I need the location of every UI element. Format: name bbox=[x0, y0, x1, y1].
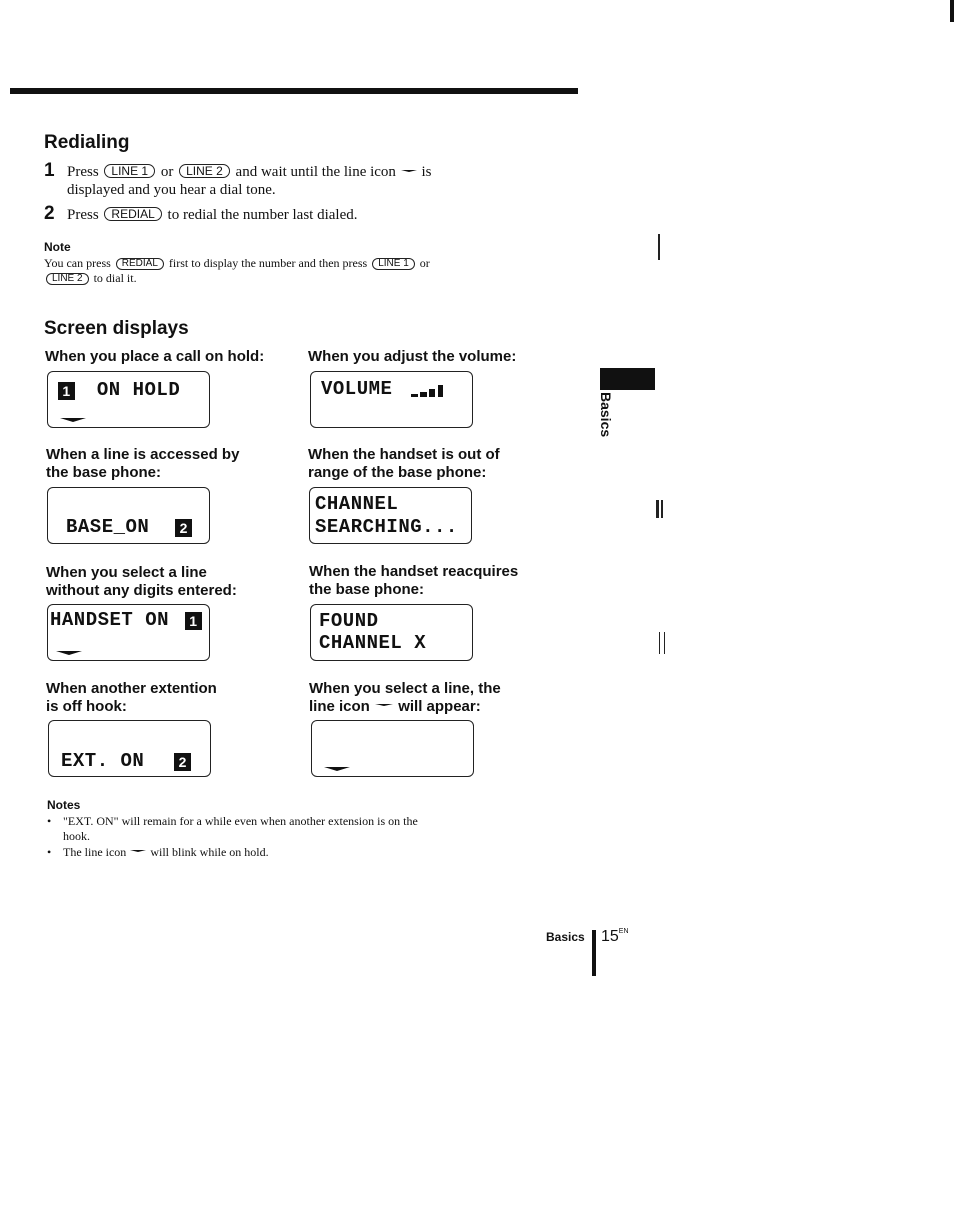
step-1-line2: displayed and you hear a dial tone. bbox=[67, 182, 276, 198]
screen-displays-heading: Screen displays bbox=[44, 318, 189, 339]
step-2-post: to redial the number last dialed. bbox=[167, 207, 358, 223]
caption-channel-l2: range of the base phone: bbox=[308, 464, 487, 481]
lcd-found-l1: FOUND bbox=[319, 610, 379, 632]
step-2-number: 2 bbox=[44, 203, 55, 224]
caption-on-hold: When you place a call on hold: bbox=[45, 348, 265, 365]
caption-volume: When you adjust the volume: bbox=[308, 348, 517, 365]
notes-list bbox=[47, 814, 487, 860]
lcd-base-on-label: BASE_ON bbox=[66, 516, 150, 538]
line-icon bbox=[324, 765, 350, 773]
line2-key: LINE 2 bbox=[179, 164, 230, 178]
lcd-found-channel bbox=[310, 604, 473, 661]
note-mid: first to display the number and then press bbox=[168, 256, 368, 270]
page-number-value: 15 bbox=[601, 928, 619, 945]
caption-found-l1: When the handset reacquires bbox=[309, 563, 519, 580]
note-text bbox=[44, 256, 430, 271]
footer-bar bbox=[592, 930, 596, 976]
note-item-1 bbox=[47, 814, 487, 844]
notes-heading: Notes bbox=[47, 798, 81, 812]
lcd-handset-label: HANDSET ON bbox=[50, 609, 170, 631]
line-icon bbox=[400, 166, 418, 174]
note-1-l1: • "EXT. ON" will remain for a while even when another extension is on the bbox=[63, 814, 418, 828]
footer-section: Basics bbox=[546, 930, 585, 944]
edge-mark bbox=[661, 500, 663, 518]
edge-mark bbox=[659, 632, 660, 654]
caption-base-on bbox=[46, 446, 239, 482]
caption-base-on-l2: the base phone: bbox=[46, 464, 162, 481]
lcd-line-icon bbox=[311, 720, 474, 777]
caption-line-icon-l1: When you select a line, the bbox=[309, 680, 501, 697]
caption-line-icon-l2 bbox=[309, 698, 501, 716]
note-1-l2: hook. bbox=[63, 829, 90, 843]
lcd-channel-l2: SEARCHING... bbox=[315, 516, 458, 538]
note-heading: Note bbox=[44, 240, 71, 254]
note-item-2 bbox=[47, 845, 487, 860]
lcd-base-on bbox=[47, 487, 210, 544]
step-1-mid: or bbox=[160, 164, 174, 180]
edge-mark bbox=[656, 500, 659, 518]
page-number bbox=[601, 928, 629, 946]
edge-mark bbox=[664, 632, 665, 654]
lcd-ext-text bbox=[61, 750, 191, 772]
note-2-post: will blink while on hold. bbox=[150, 845, 269, 859]
note-text-line2 bbox=[44, 271, 137, 286]
caption-handset-l1: When you select a line bbox=[46, 564, 207, 581]
section-tab-label bbox=[594, 392, 620, 452]
section-tab-text: Basics bbox=[598, 392, 614, 438]
section-rule bbox=[10, 88, 578, 94]
volume-level-icon bbox=[411, 382, 447, 398]
lcd-ext-on bbox=[48, 720, 211, 777]
step-2-pre: Press bbox=[67, 207, 99, 223]
step-1-pre: Press bbox=[67, 164, 99, 180]
lcd-channel-l1: CHANNEL bbox=[315, 493, 399, 515]
lcd-on-hold-text bbox=[58, 379, 180, 401]
note-pre: You can press bbox=[44, 256, 111, 270]
line-1-badge: 1 bbox=[58, 382, 75, 400]
corner-mark bbox=[950, 0, 954, 22]
caption-channel-searching bbox=[308, 446, 500, 482]
lcd-on-hold bbox=[47, 371, 210, 428]
caption-line-icon-post: will appear: bbox=[398, 698, 481, 715]
lcd-volume-text: VOLUME bbox=[321, 378, 393, 400]
step-2-text bbox=[67, 206, 357, 224]
line-2-badge: 2 bbox=[174, 753, 191, 771]
redialing-heading: Redialing bbox=[44, 132, 130, 153]
caption-channel-l1: When the handset is out of bbox=[308, 446, 500, 463]
redial-key: REDIAL bbox=[104, 207, 161, 221]
caption-ext-l1: When another extention bbox=[46, 680, 217, 697]
section-tab-marker bbox=[600, 368, 655, 390]
lcd-found-l2: CHANNEL X bbox=[319, 632, 427, 654]
caption-line-icon bbox=[309, 680, 501, 716]
lcd-base-on-text bbox=[66, 516, 192, 538]
lcd-ext-label: EXT. ON bbox=[61, 750, 145, 772]
caption-handset-on bbox=[46, 564, 237, 600]
lcd-handset-text bbox=[50, 609, 202, 631]
note-line1-key: LINE 1 bbox=[372, 258, 415, 270]
lcd-handset-on bbox=[47, 604, 210, 661]
step-1-post2: is bbox=[421, 164, 432, 180]
caption-handset-l2: without any digits entered: bbox=[46, 582, 237, 599]
lcd-volume bbox=[310, 371, 473, 428]
note-line2-key: LINE 2 bbox=[46, 273, 89, 285]
lcd-on-hold-label: ON HOLD bbox=[96, 379, 181, 401]
note-redial-key: REDIAL bbox=[116, 258, 164, 270]
caption-found-channel bbox=[309, 563, 518, 599]
lcd-channel-searching bbox=[309, 487, 472, 544]
line1-key: LINE 1 bbox=[104, 164, 155, 178]
line-icon bbox=[56, 649, 82, 657]
line-icon bbox=[129, 846, 147, 854]
note-or: or bbox=[419, 256, 430, 270]
step-1-text bbox=[67, 163, 431, 181]
line-1-badge: 1 bbox=[185, 612, 202, 630]
note-post: to dial it. bbox=[93, 271, 137, 285]
line-icon bbox=[60, 416, 86, 424]
edge-mark bbox=[658, 234, 660, 260]
caption-ext-l2: is off hook: bbox=[46, 698, 127, 715]
page-number-suffix: EN bbox=[618, 928, 629, 935]
caption-found-l2: the base phone: bbox=[309, 581, 425, 598]
caption-ext-on bbox=[46, 680, 217, 716]
step-1-number: 1 bbox=[44, 160, 55, 181]
step-1-post: and wait until the line icon bbox=[235, 164, 396, 180]
caption-line-icon-pre: line icon bbox=[309, 698, 370, 715]
line-2-badge: 2 bbox=[175, 519, 192, 537]
caption-base-on-l1: When a line is accessed by bbox=[46, 446, 240, 463]
note-2-pre: The line icon bbox=[63, 845, 127, 859]
line-icon bbox=[374, 700, 394, 708]
